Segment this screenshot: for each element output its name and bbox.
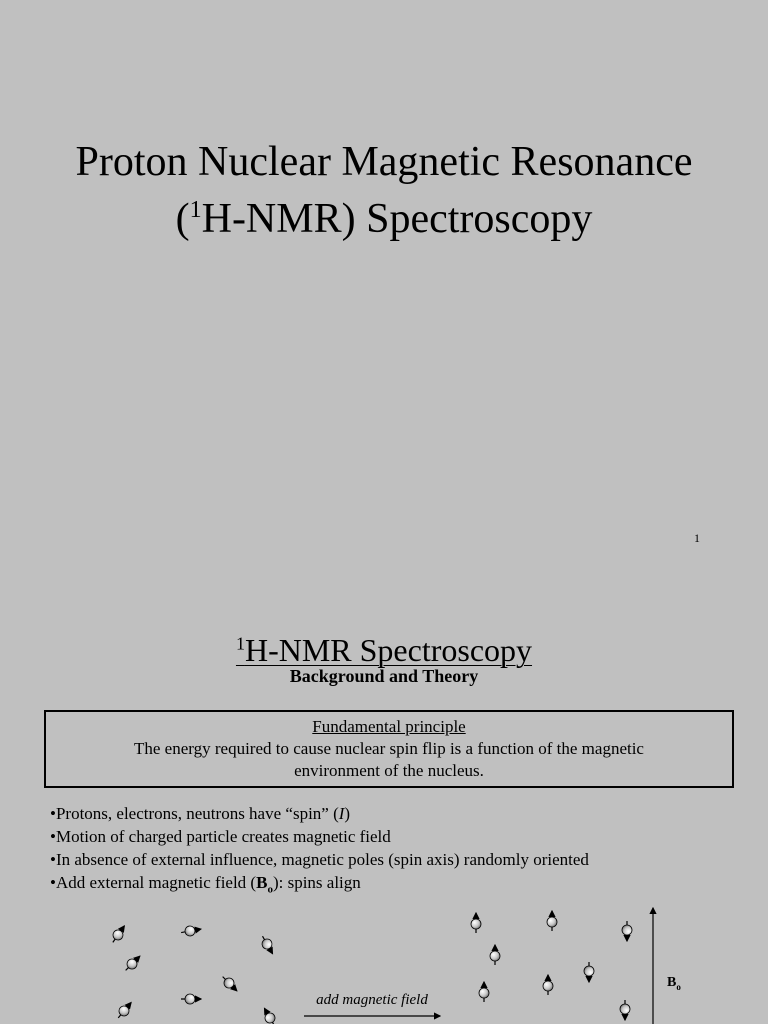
arrow-label: add magnetic field bbox=[316, 992, 428, 1008]
spin-random bbox=[258, 934, 277, 956]
field-label bbox=[667, 975, 681, 992]
bullet-spin-text: •Protons, electrons, neutrons have “spin” ( bbox=[50, 804, 339, 823]
spin-up bbox=[471, 913, 481, 933]
spin-random bbox=[180, 924, 201, 937]
slide-2-title bbox=[0, 623, 768, 670]
principle-line-1: The energy required to cause nuclear spin flip is a function of the magnetic bbox=[134, 739, 644, 758]
spin-down bbox=[620, 1000, 630, 1020]
title-paren: ( bbox=[175, 196, 190, 242]
page-number: 1 bbox=[694, 531, 700, 545]
bullet-align-text: •Add external magnetic field ( bbox=[50, 873, 257, 892]
title-line-2 bbox=[0, 186, 768, 243]
slide-subtitle: Background and Theory bbox=[289, 666, 479, 686]
spin-up bbox=[547, 911, 557, 931]
spin-up bbox=[490, 945, 500, 965]
bullet-list bbox=[50, 802, 750, 901]
spin-random bbox=[260, 1006, 279, 1024]
bullet-random: •In absence of external influence, magnetic poles (spin axis) randomly oriented bbox=[50, 850, 589, 869]
field-subscript: o bbox=[267, 883, 273, 896]
spin-random bbox=[219, 973, 240, 994]
spin-up bbox=[479, 982, 489, 1002]
field-label-subscript: o bbox=[676, 982, 681, 992]
field-symbol: B bbox=[256, 873, 268, 892]
principle-box bbox=[44, 710, 734, 788]
field-label-text: B bbox=[667, 975, 677, 990]
slide-2 bbox=[0, 570, 768, 1024]
spin-down bbox=[622, 921, 632, 941]
bullet-align-end: ): spins align bbox=[272, 873, 361, 892]
random-spins bbox=[109, 923, 279, 1024]
spin-random bbox=[122, 953, 143, 974]
spin-random bbox=[114, 999, 135, 1021]
spin-random bbox=[181, 994, 201, 1004]
spin-random bbox=[109, 923, 129, 945]
spin-symbol: I bbox=[338, 804, 345, 823]
bullet-spin-end: ) bbox=[344, 804, 351, 823]
bullet-spin bbox=[50, 802, 750, 825]
bullet-align bbox=[50, 871, 750, 901]
title-line-1: Proton Nuclear Magnetic Resonance bbox=[75, 139, 693, 185]
principle-heading: Fundamental principle bbox=[312, 717, 466, 736]
title-line-2-text: H-NMR) Spectroscopy bbox=[201, 196, 593, 242]
principle-line-2: environment of the nucleus. bbox=[294, 761, 484, 780]
spin-diagram bbox=[0, 898, 768, 1024]
bullet-motion: •Motion of charged particle creates magnetic field bbox=[50, 827, 391, 846]
title-superscript: 1 bbox=[189, 197, 202, 223]
aligned-spins bbox=[471, 911, 632, 1020]
title-superscript: 1 bbox=[235, 633, 245, 653]
spin-up bbox=[543, 975, 553, 995]
slide-1-title bbox=[0, 138, 768, 243]
spin-down bbox=[584, 962, 594, 982]
title-text: H-NMR Spectroscopy bbox=[244, 631, 533, 668]
